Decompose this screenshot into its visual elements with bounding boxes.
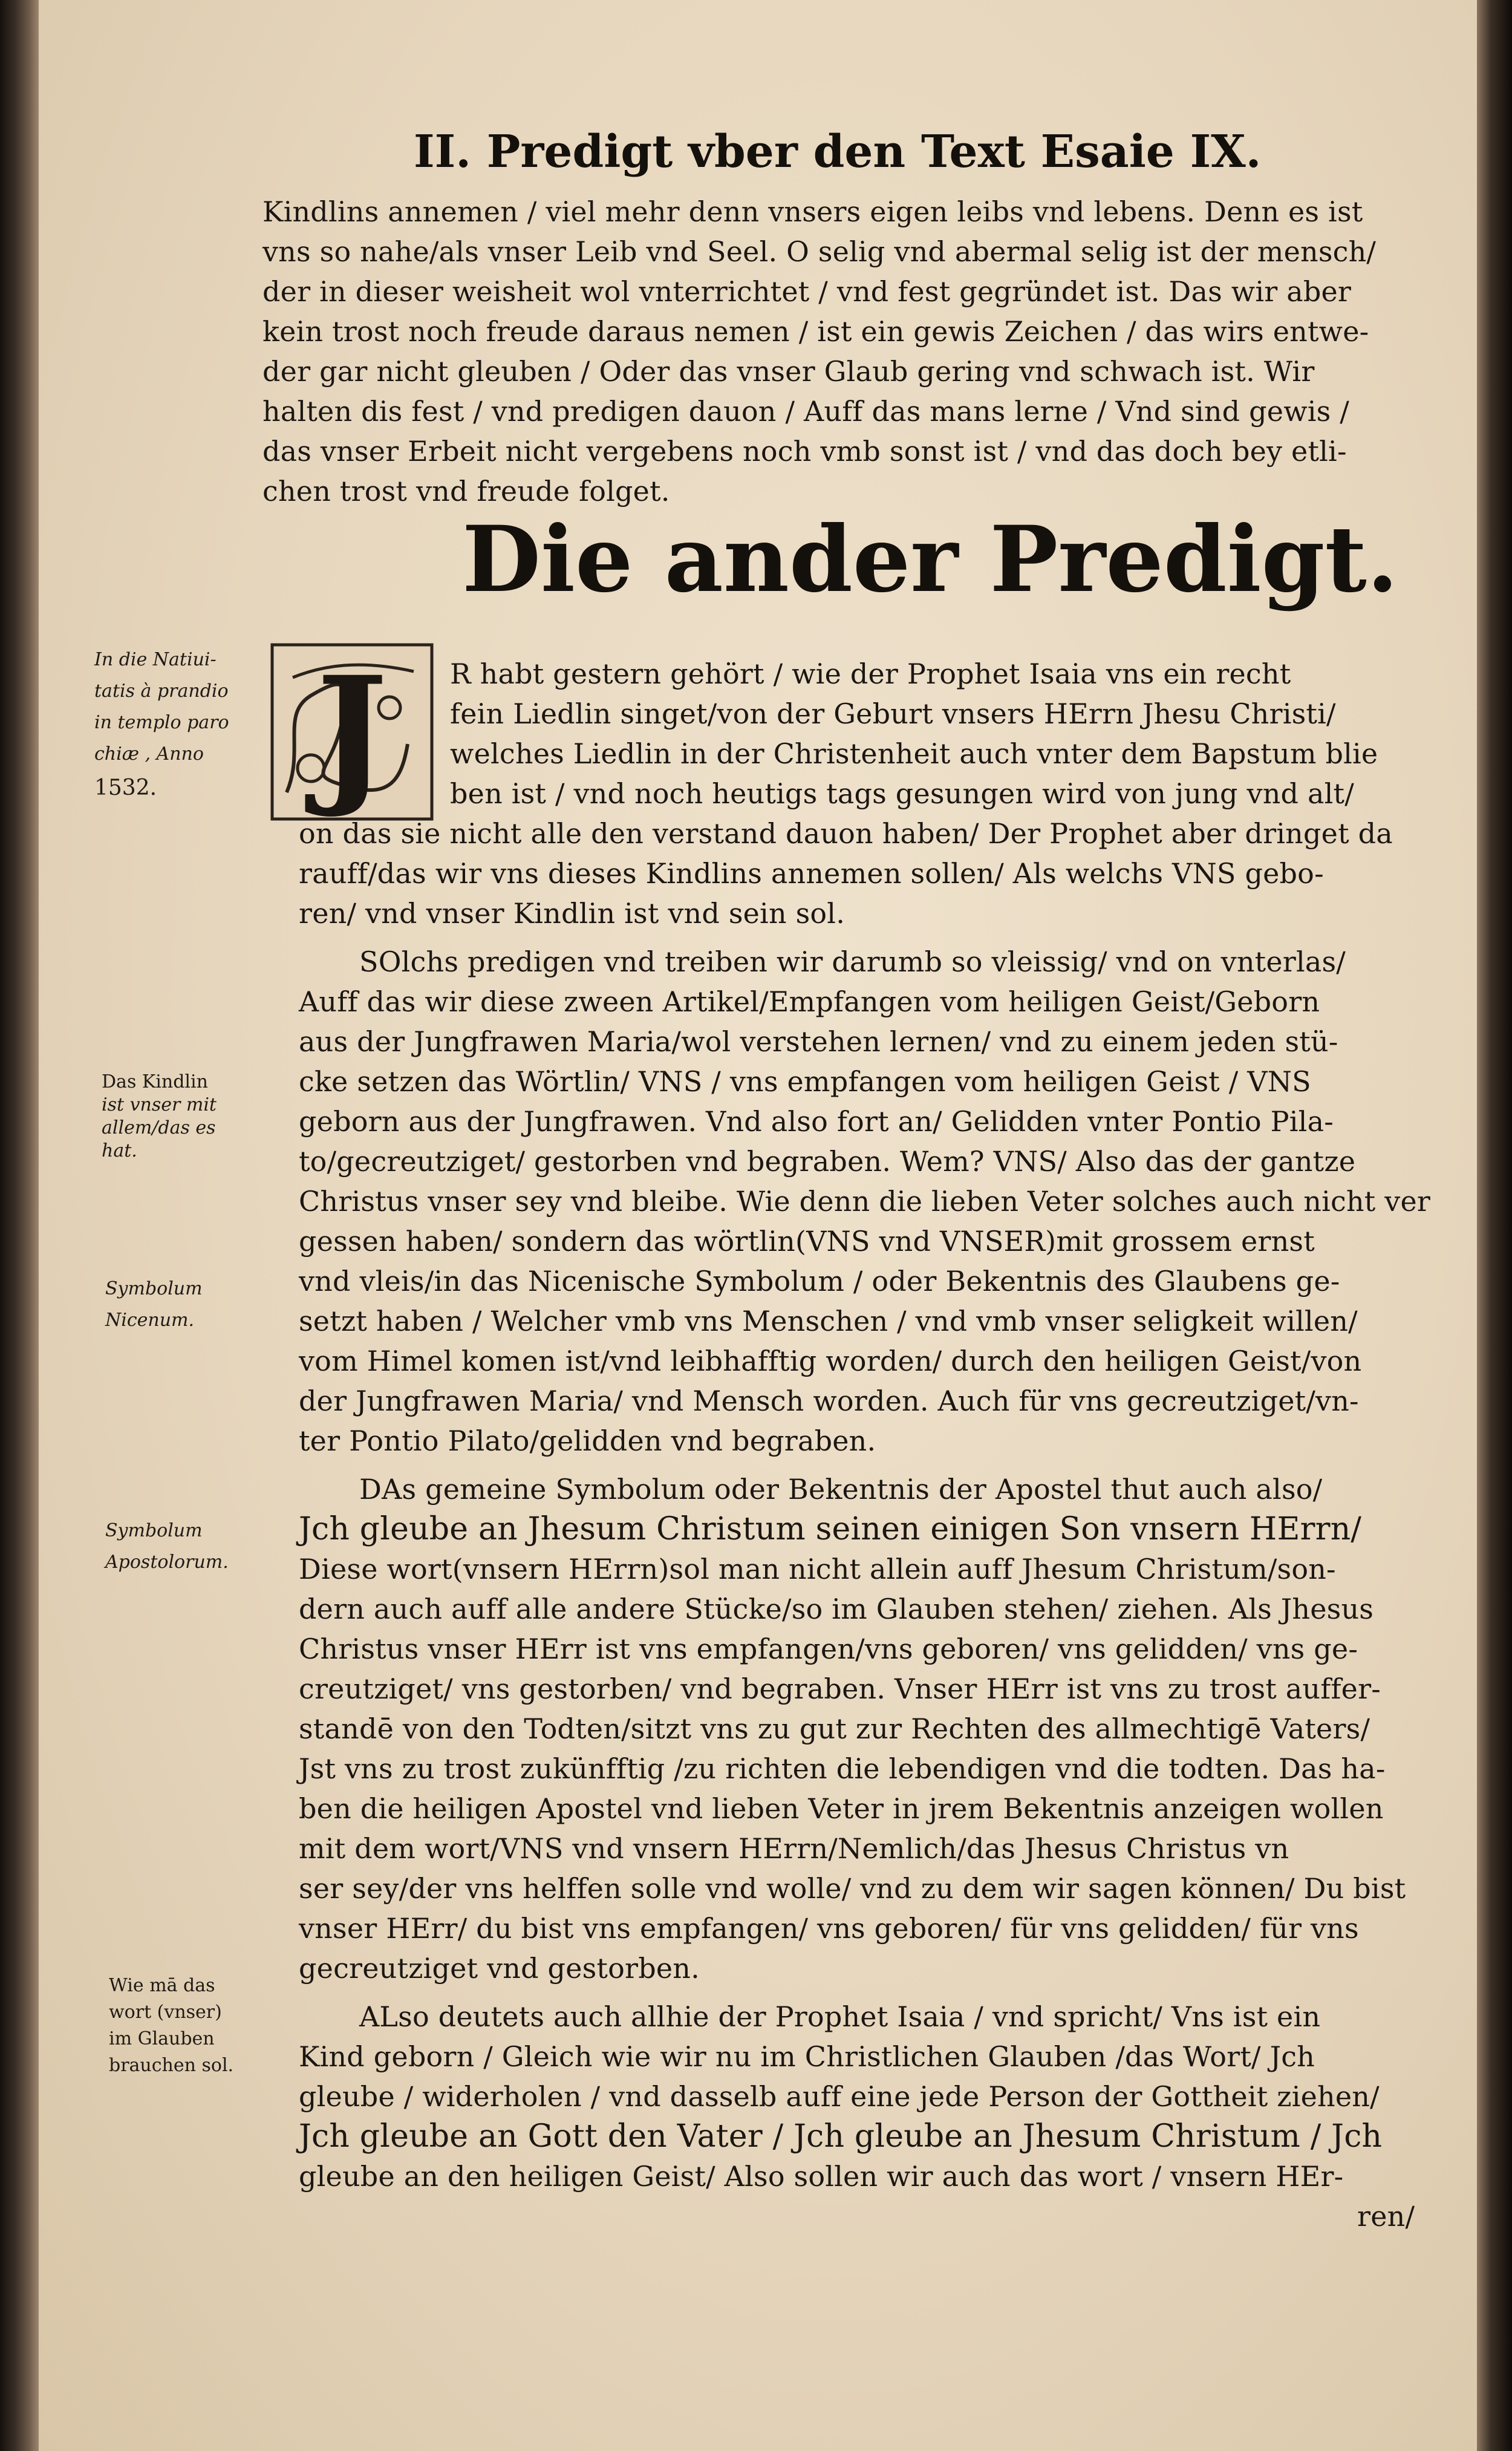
margin-note-line: Wie mā das [109,1975,215,1996]
margin-note-line: brauchen sol. [109,2055,234,2076]
margin-note-line: In die Natiui- [94,649,217,670]
paragraph-line: setzt haben / Welcher vmb vns Menschen / vnd vmb vnser seligkeit willen/ [299,1305,1358,1337]
paragraph-line: welches Liedlin in der Christenheit auch vnter dem Bapstum blie [450,737,1378,770]
margin-note-line: Das Kindlin [102,1071,208,1092]
margin-note-line: tatis à prandio [94,680,229,702]
intro-line: kein trost noch freude daraus nemen / ist ein gewis Zeichen / das wirs entwe- [262,315,1369,348]
paragraph-line: ALso deutets auch allhie der Prophet Isaia / vnd spricht/ Vns ist ein [359,2000,1321,2033]
paragraph-line: Jch gleube an Jhesum Christum seinen einigen Son vnsern HErrn/ [299,1511,1362,1547]
margin-note-line: hat. [102,1140,137,1161]
margin-note-line: chiæ , Anno [94,743,204,765]
paragraph-line: Christus vnser sey vnd bleibe. Wie denn die lieben Veter solches auch nicht ver [299,1185,1431,1218]
paragraph-line: on das sie nicht alle den verstand dauon haben/ Der Prophet aber dringet da [299,817,1393,850]
paragraph-line: standē von den Todten/sitzt vns zu gut zur Rechten des allmechtigē Vaters/ [299,1712,1370,1745]
paragraph-line: ter Pontio Pilato/gelidden vnd begraben. [299,1425,876,1457]
book-page [39,0,1477,2451]
paragraph-line: DAs gemeine Symbolum oder Bekentnis der Apostel thut auch also/ [359,1473,1323,1506]
paragraph-line: mit dem wort/VNS vnd vnsern HErrn/Nemlich/das Jhesus Christus vn [299,1832,1289,1865]
paragraph-line: ben ist / vnd noch heutigs tags gesungen wird von jung vnd alt/ [450,777,1354,810]
paragraph-line: aus der Jungfrawen Maria/wol verstehen lernen/ vnd zu einem jeden stü- [299,1025,1338,1058]
paragraph-line: to/gecreutziget/ gestorben vnd begraben. Wem? VNS/ Also das der gantze [299,1145,1356,1178]
intro-line: der in dieser weisheit wol vnterrichtet / vnd fest gegründet ist. Das wir aber [262,275,1352,308]
margin-note-line: in templo paro [94,712,229,733]
paragraph-line: fein Liedlin singet/von der Geburt vnsers HErrn Jhesu Christi/ [450,697,1336,730]
paragraph-line: geborn aus der Jungfrawen. Vnd also fort an/ Gelidden vnter Pontio Pila- [299,1105,1334,1138]
paragraph-line: Jch gleube an Gott den Vater / Jch gleube an Jhesum Christum / Jch [299,2118,1383,2155]
running-header: II. Predigt vber den Text Esaie IX. [414,126,1262,178]
paragraph-line: gessen haben/ sondern das wörtlin(VNS vnd VNSER)mit grossem ernst [299,1225,1315,1258]
paragraph-line: gleube an den heiligen Geist/ Also sollen wir auch das wort / vnsern HEr- [299,2160,1344,2193]
catchword: ren/ [1357,2200,1415,2233]
paragraph-line: vom Himel komen ist/vnd leibhafftig worden/ durch den heiligen Geist/von [299,1345,1362,1377]
paragraph-line: ben die heiligen Apostel vnd lieben Veter in jrem Bekentnis anzeigen wollen [299,1792,1384,1825]
paragraph-line: Jst vns zu trost zukünfftig /zu richten die lebendigen vnd die todten. Das ha- [299,1752,1386,1785]
initial-letter: J [316,643,388,821]
paragraph-line: ren/ vnd vnser Kindlin ist vnd sein sol. [299,897,846,930]
intro-line: vns so nahe/als vnser Leib vnd Seel. O selig vnd abermal selig ist der mensch/ [262,235,1377,268]
margin-note-line: wort (vnser) [109,2002,222,2023]
margin-note-line: im Glauben [109,2028,215,2049]
intro-line: chen trost vnd freude folget. [262,475,670,507]
book-spine-left-edge [0,0,39,2451]
paragraph-line: rauff/das wir vns dieses Kindlins annemen sollen/ Als welchs VNS gebo- [299,857,1324,890]
margin-note-line: Nicenum. [105,1310,195,1331]
margin-note-line: ist vnser mit [102,1094,217,1115]
margin-note-line: Apostolorum. [105,1552,229,1573]
paragraph-line: der Jungfrawen Maria/ vnd Mensch worden. Auch für vns gecreutziget/vn- [299,1385,1359,1417]
paragraph-line: creutziget/ vns gestorben/ vnd begraben. Vnser HErr ist vns zu trost auffer- [299,1673,1381,1705]
decorated-initial [269,641,435,823]
paragraph-line: gecreutziget vnd gestorben. [299,1952,700,1985]
section-title: Die ander Predigt. [462,506,1399,613]
paragraph-line: ser sey/der vns helffen solle vnd wolle/ vnd zu dem wir sagen können/ Du bist [299,1872,1406,1905]
paragraph-line: dern auch auff alle andere Stücke/so im Glauben stehen/ ziehen. Als Jhesus [299,1593,1374,1625]
book-right-edge [1477,0,1512,2451]
paragraph-line: vnser HErr/ du bist vns empfangen/ vns geboren/ für vns gelidden/ für vns [299,1912,1359,1945]
intro-line: Kindlins annemen / viel mehr denn vnsers eigen leibs vnd lebens. Denn es ist [262,195,1363,228]
paragraph-line: Kind geborn / Gleich wie wir nu im Christlichen Glauben /das Wort/ Jch [299,2040,1315,2073]
paragraph-line: SOlchs predigen vnd treiben wir darumb so vleissig/ vnd on vnterlas/ [359,945,1346,978]
intro-line: der gar nicht gleuben / Oder das vnser Glaub gering vnd schwach ist. Wir [262,355,1315,388]
margin-note-line: Symbolum [105,1520,203,1541]
paragraph-line: cke setzen das Wörtlin/ VNS / vns empfangen vom heiligen Geist / VNS [299,1065,1311,1098]
intro-line: halten dis fest / vnd predigen dauon / Auff das mans lerne / Vnd sind gewis / [262,395,1350,428]
margin-note-line: Symbolum [105,1278,203,1299]
intro-line: das vnser Erbeit nicht vergebens noch vmb sonst ist / vnd das doch bey etli- [262,435,1347,468]
paragraph-line: R habt gestern gehört / wie der Prophet Isaia vns ein recht [450,658,1291,690]
margin-note-line: allem/das es [102,1117,216,1138]
margin-note-line: 1532. [94,775,157,800]
paragraph-line: Christus vnser HErr ist vns empfangen/vns geboren/ vns gelidden/ vns ge- [299,1633,1358,1665]
paragraph-line: gleube / widerholen / vnd dasselb auff eine jede Person der Gottheit ziehen/ [299,2080,1380,2113]
paragraph-line: Diese wort(vnsern HErrn)sol man nicht allein auff Jhesum Christum/son- [299,1553,1336,1585]
paragraph-line: Auff das wir diese zween Artikel/Empfangen vom heiligen Geist/Geborn [299,985,1320,1018]
paragraph-line: vnd vleis/in das Nicenische Symbolum / oder Bekentnis des Glaubens ge- [299,1265,1340,1297]
